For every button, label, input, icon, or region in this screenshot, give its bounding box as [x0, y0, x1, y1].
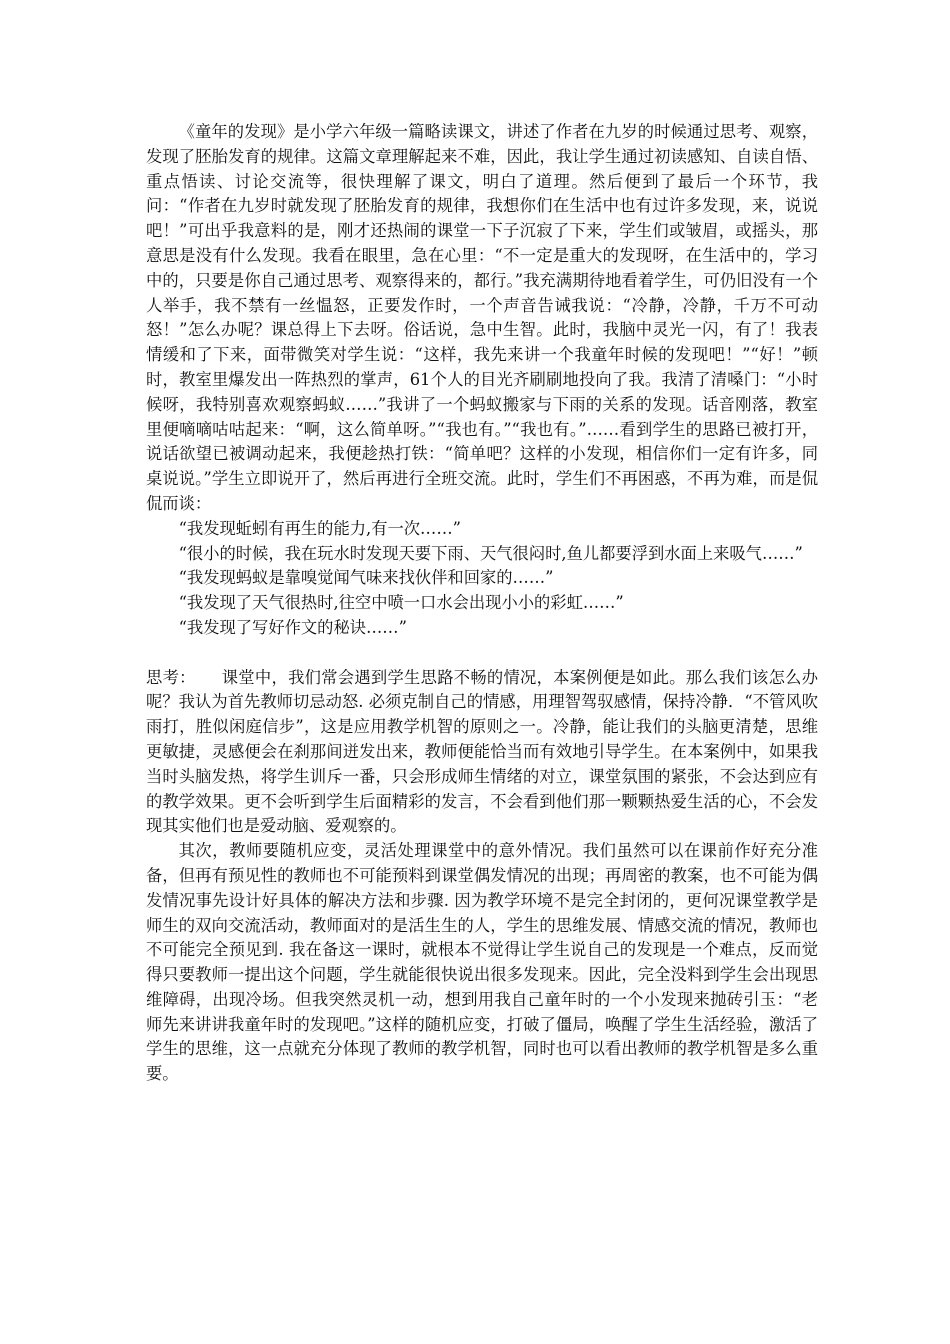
student-quote-4: “我发现了天气很热时,往空中喷一口水会出现小小的彩虹……”	[178, 593, 624, 613]
intro-paragraph: 《童年的发现》是小学六年级一篇略读课文，讲述了作者在九岁的时候通过思考、观察，发现了胚胎发育的规律。这篇文章理解起来不难，因此，我让学生通过初读感知、自读自悟、重点悟读、讨论交流等，很快理解了课文，明白了道理。然后便到了最后一个环节，我问：“作者在九岁时就发现了胚胎发育的规律，我想你们在生活中也有过许多发现，来，说说吧！”可出乎我意料的是，刚才还热闹的课堂一下子沉寂了下来，学生们或皱眉，或摇头，那意思是没有什么发现。我看在眼里，急在心里：“不一定是重大的发现呀，在生活中的，学习中的，只要是你自己通过思考、观察得来的，都行。”我充满期待地看着学生，可仍旧没有一个人举手，我不禁有一丝愠怒，正要发作时，一个声音告诫我说：“冷静，冷静，千万不可动怒！”怎么办呢？课总得上下去呀。俗话说，急中生智。此时，我脑中灵光一闪，有了！我表情缓和了下来，面带微笑对学生说：“这样，我先来讲一个我童年时候的发现吧！”“好！”顿时，教室里爆发出一阵热烈的掌声，61个人的目光齐刷刷地投向了我。我清了清嗓门：“小时候呀，我特别喜欢观察蚂蚁……”我讲了一个蚂蚁搬家与下雨的关系的发现。话音刚落，教室里便嘀嘀咕咕起来：“啊，这么简单呀。”“我也有。”“我也有。”……看到学生的思路已被打开，说话欲望已被调动起来，我便趁热打铁：“简单吧？这样的小发现，相信你们一定有许多，同桌说说。”学生立即说开了，然后再进行全班交流。此时，学生们不再困惑，不再为难，而是侃侃而谈：	[146, 122, 818, 513]
reflection-label: 思考：	[146, 667, 196, 687]
second-paragraph: 其次，教师要随机应变，灵活处理课堂中的意外情况。我们虽然可以在课前作好充分准备，但再有预见性的教师也不可能预料到课堂偶发情况的出现；再周密的教案，也不可能为偶发情况事先设计好具体的解决方法和步骤. 因为教学环境不是完全封闭的，更何况课堂教学是师生的双向交流活动，教师面对的是活生生的人，学生的思维发展、情感交流的情况，教师也不可能完全预见到. 我在备这一课时，就根本不觉得让学生说自己的发现是一个难点，反而觉得只要教师一提出这个问题，学生就能很快说出很多发现来。因此，完全没料到学生会出现思维障碍，出现冷场。但我突然灵机一动，想到用我自己童年时的一个小发现来抛砖引玉：“老师先来讲讲我童年时的发现吧。”这样的随机应变，打破了僵局，唤醒了学生生活经验，激活了学生的思维，这一点就充分体现了教师的教学机智，同时也可以看出教师的教学机智是多么重要。	[146, 841, 818, 1084]
student-quote-3: “我发现蚂蚁是靠嗅觉闻气味来找伙伴和回家的……”	[178, 568, 554, 588]
paragraph-spacer	[146, 641, 818, 666]
reflection-text: 课堂中，我们常会遇到学生思路不畅的情况，本案例便是如此。那么我们该怎么办呢？我认为首先教师切忌动怒. 必须克制自己的情感，用理智驾驭感情，保持冷静．“不管风吹雨打，胜似闲庭信步”，这是应用教学机智的原则之一。冷静，能让我们的头脑更清楚，思维更敏捷，灵感便会在刹那间迸发出来，教师便能恰当而有效地引导学生。在本案例中，如果我当时头脑发热，将学生训斥一番，只会形成师生情绪的对立，课堂氛围的紧张，不会达到应有的教学效果。更不会听到学生后面精彩的发言，不会看到他们那一颗颗热爱生活的心，不会发现其实他们也是爱动脑、爱观察的。	[146, 667, 818, 836]
reflection-paragraph	[146, 666, 818, 840]
student-quote-2: “很小的时候，我在玩水时发现天要下雨、天气很闷时,鱼儿都要浮到水面上来吸气……”	[178, 543, 803, 563]
student-quote-5: “我发现了写好作文的秘诀……”	[178, 617, 407, 637]
student-quote-1: “我发现蚯蚓有再生的能力,有一次……”	[178, 518, 461, 538]
document-page	[146, 120, 818, 1087]
